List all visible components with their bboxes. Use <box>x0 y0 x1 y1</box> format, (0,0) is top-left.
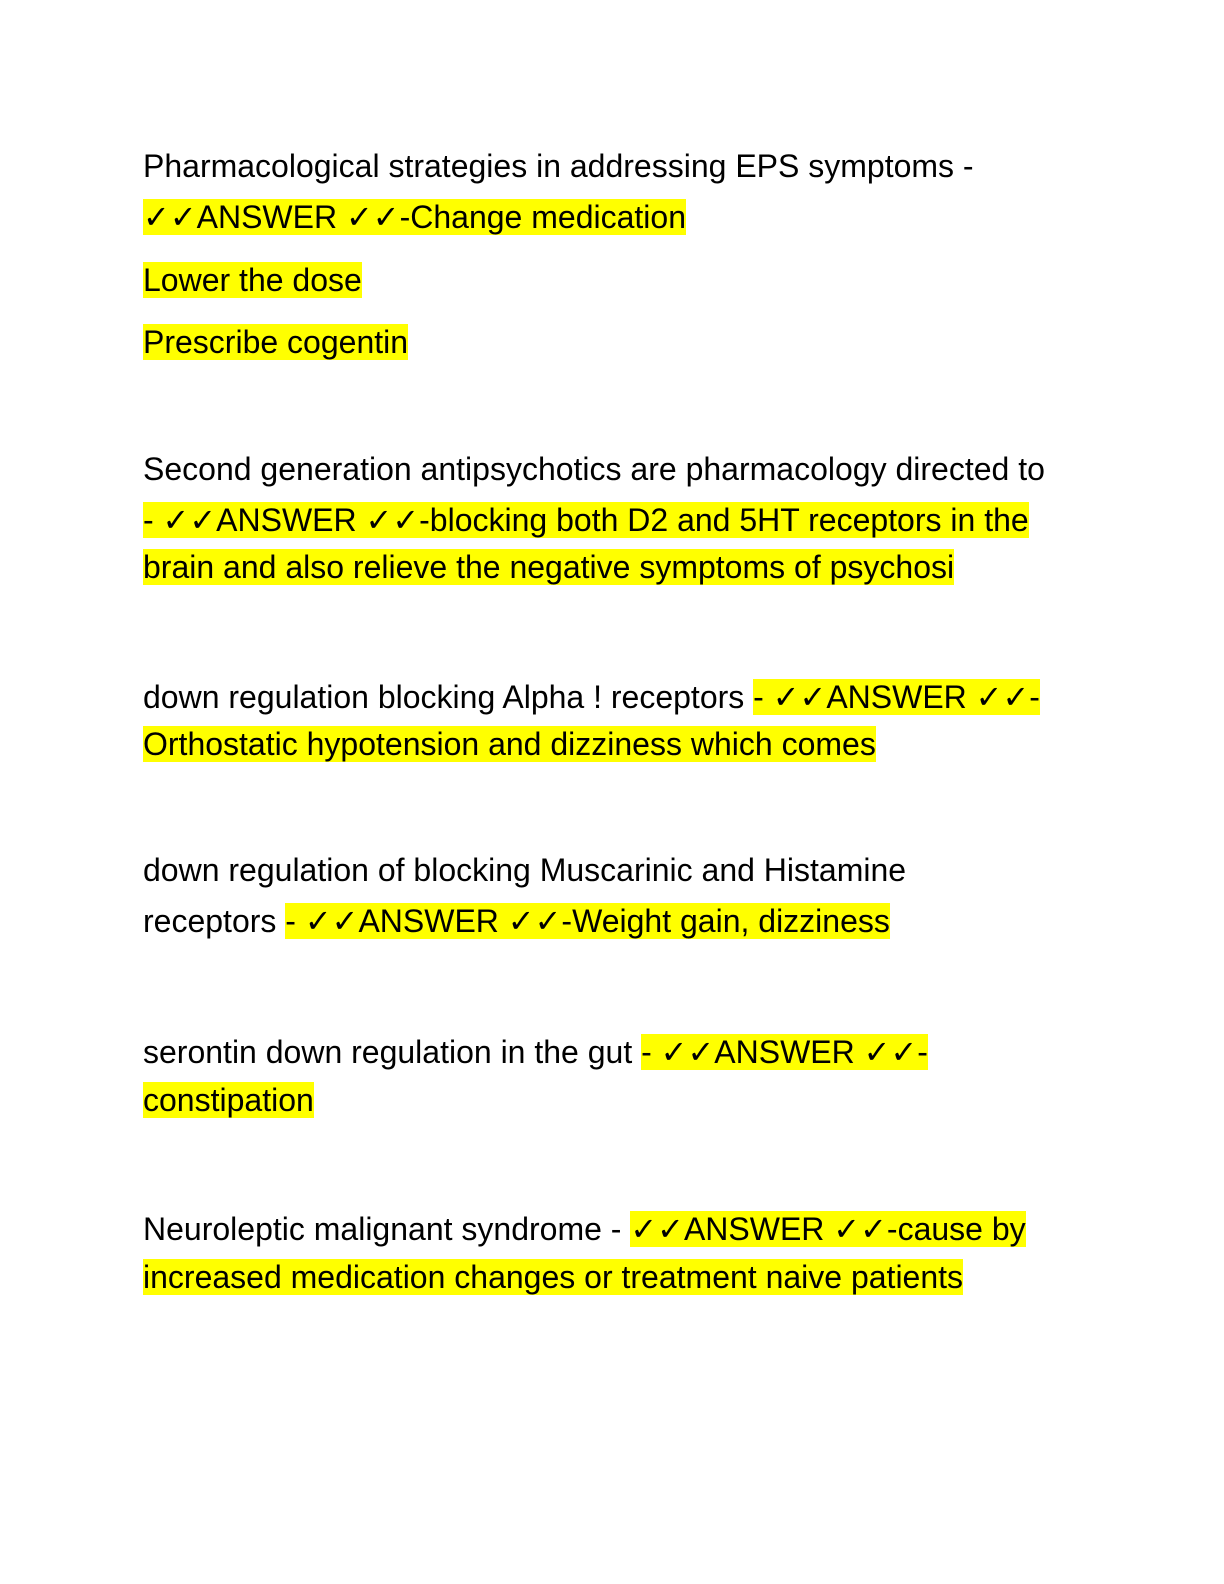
answer-lead: - <box>641 1034 661 1070</box>
question-text: Neuroleptic malignant syndrome - <box>143 1211 631 1247</box>
answer-text: -Change medication <box>399 199 686 235</box>
answer-highlight <box>143 199 686 235</box>
answer-nms-line2 <box>143 1253 963 1301</box>
answer-lead: - <box>285 903 305 939</box>
answer-text: increased medication changes or treatment naive patients <box>143 1259 964 1295</box>
question-eps-strategies <box>143 142 974 190</box>
answer-marker: ✓✓ANSWER ✓✓ <box>162 502 420 538</box>
answer-text: Prescribe cogentin <box>143 324 409 360</box>
answer-highlight <box>641 1034 928 1070</box>
answer-text: -blocking both D2 and 5HT receptors in the <box>419 502 1029 538</box>
answer-text: -Weight gain, dizziness <box>561 903 890 939</box>
answer-marker: ✓✓ANSWER ✓✓ <box>304 903 562 939</box>
question-nms <box>143 1205 1026 1253</box>
question-text: Pharmacological strategies in addressing EPS symptoms - <box>143 148 974 184</box>
answer-alpha-receptors-line2 <box>143 720 876 768</box>
answer-marker: ✓✓ANSWER ✓✓ <box>630 1211 887 1247</box>
answer-eps-strategies-line3 <box>143 318 408 366</box>
answer-eps-strategies-line1 <box>143 193 686 241</box>
answer-text: brain and also relieve the negative symptoms of psychosi <box>143 549 955 585</box>
answer-lead: - <box>143 502 163 538</box>
question-text: serontin down regulation in the gut <box>143 1034 642 1070</box>
answer-highlight <box>753 679 1040 715</box>
answer-highlight <box>143 502 1029 538</box>
question-alpha-receptors <box>143 673 1040 721</box>
answer-marker: ✓✓ANSWER ✓✓ <box>143 199 400 235</box>
answer-lead: - <box>753 679 773 715</box>
answer-serotonin-gut-line2 <box>143 1076 314 1124</box>
question-text: receptors <box>143 903 286 939</box>
question-text: down regulation of blocking Muscarinic and Histamine <box>143 852 907 888</box>
answer-marker: ✓✓ANSWER ✓✓ <box>660 1034 918 1070</box>
question-muscarinic-histamine-line2 <box>143 897 890 945</box>
answer-dash: - <box>917 1034 928 1070</box>
answer-text: Lower the dose <box>143 262 362 298</box>
answer-second-generation-line2 <box>143 543 954 591</box>
answer-eps-strategies-line2 <box>143 256 362 304</box>
answer-dash: - <box>1029 679 1040 715</box>
question-muscarinic-histamine <box>143 846 906 894</box>
question-text: Second generation antipsychotics are pharmacology directed to <box>143 451 1045 487</box>
answer-second-generation-line1 <box>143 496 1029 544</box>
answer-highlight <box>285 903 890 939</box>
answer-marker: ✓✓ANSWER ✓✓ <box>772 679 1030 715</box>
question-serotonin-gut <box>143 1028 928 1076</box>
answer-text: Orthostatic hypotension and dizziness which comes <box>143 726 876 762</box>
answer-text: constipation <box>143 1082 314 1118</box>
answer-text: -cause by <box>886 1211 1026 1247</box>
answer-highlight <box>630 1211 1025 1247</box>
question-second-generation <box>143 445 1045 493</box>
question-text: down regulation blocking Alpha ! receptors <box>143 679 754 715</box>
